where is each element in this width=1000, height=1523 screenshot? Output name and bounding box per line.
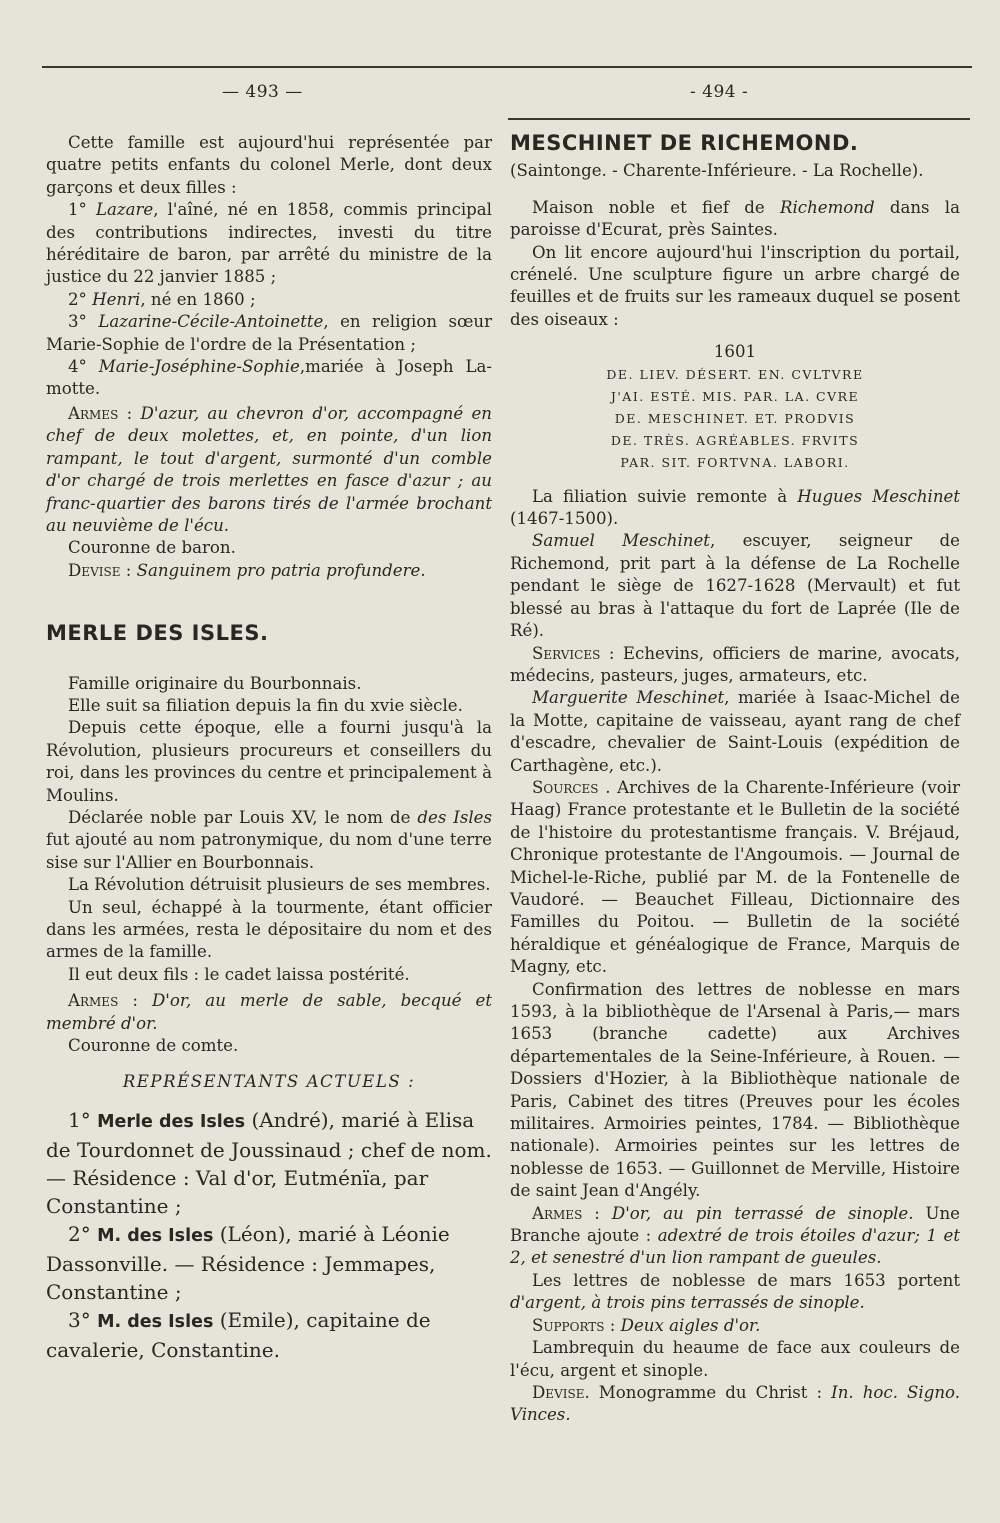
devise-label: Devise. [532, 1382, 599, 1402]
italic-run: Deux aigles d'or. [620, 1315, 761, 1335]
text-run: dans la paroisse d'Ecurat, près Saintes. [510, 197, 961, 240]
child-entry [46, 199, 492, 289]
child-entry [46, 311, 492, 356]
representant-text: (Léon), marié à Léonie Dassonville. — Résidence : Jemmapes, Constantine ; [46, 1221, 450, 1304]
italic-run: d'argent, à trois pins terrassés de sinople. [510, 1293, 865, 1313]
inscription-line: DE. TRÈS. AGRÉABLES. FRVITS [610, 432, 860, 448]
body-paragraph: Elle suit sa filiation depuis la fin du xvie siècle. [68, 695, 463, 715]
child-name: Lazare [95, 200, 154, 220]
entry-number: 2° [68, 1221, 91, 1246]
inscription-line: PAR. SIT. FORTVNA. LABORI. [620, 454, 850, 470]
text-run: Une Branche ajoute : [510, 1203, 960, 1246]
origin-line: (Saintonge. - Charente-Inférieure. - La Rochelle). [510, 161, 924, 181]
right-header-rule [508, 118, 970, 120]
inscription-intro: On lit encore aujourd'hui l'inscription du portail, crénelé. Une sculpture figure un arbre chargé de feuilles et de fruits sur les rameaux duquel se posent des oiseaux : [510, 242, 960, 329]
marguerite-paragraph [510, 687, 960, 777]
italic-run: In. hoc. Signo. Vinces. [510, 1382, 961, 1425]
text-run: , escuyer, seigneur de Richemond, prit part à la défense de La Rochelle pendant le siège de 1627-1628 (Mervault) et fut blessé au bras à l'attaque du fort de Laprée (Ile de Ré). [510, 531, 961, 641]
body-paragraph: Famille originaire du Bourbonnais. [68, 673, 362, 693]
entry-number: 1° [68, 1107, 91, 1132]
inscription-line: J'AI. ESTÉ. MIS. PAR. LA. CVRE [610, 388, 860, 404]
left-page-column [46, 132, 492, 1364]
representants-title: REPRÉSENTANTS ACTUELS : [122, 1072, 416, 1092]
armes-paragraph [510, 1203, 960, 1270]
child-text: , en religion sœur Marie-Sophie de l'ordre de la Présentation ; [46, 312, 493, 354]
armes-text: D'azur, au chevron d'or, accompagné en chef de deux molettes, et, en pointe, d'un lion rampant, le tout d'argent, surmonté d'un comble d'or chargé de trois merlettes en fasce d'azur ; au franc-quartier des barons tirés de l'armée brochant au neuvième de l'écu. [46, 403, 492, 535]
child-name: Marie-Joséphine-Sophie [98, 357, 300, 377]
page-number-right: - 494 - [690, 82, 749, 102]
confirmation-paragraph: Confirmation des lettres de noblesse en mars 1593, à la bibliothèque de l'Arsenal à Paris,— mars 1653 (branche cadette) aux Archives départementales de la Seine-Inférieure, à Rouen. — Dossiers d'Hozier, à la Bibliothèque nationale de Paris, Cabinet des titres (Preuves pour les écoles militaires. Armoiries peintes, 1784. — Bibliothèque nationale). Armoiries peintes sur les lettres de noblesse de 1653. — Guillonnet de Merville, Histoire de saint Jean d'Angély. [510, 979, 960, 1201]
body-paragraph: Il eut deux fils : le cadet laissa postérité. [68, 964, 410, 984]
supports-label: Supports : [532, 1315, 621, 1335]
text-run: Echevins, officiers de marine, avocats, médecins, pasteurs, juges, armateurs, etc. [510, 643, 960, 685]
child-name: Henri [92, 289, 141, 309]
lettres-paragraph [510, 1270, 960, 1315]
italic-run: Hugues Meschinet [797, 486, 960, 506]
italic-run: Richemond [779, 197, 875, 217]
entry-number: 3° [68, 1307, 91, 1332]
text-run: Monogramme du Christ : [598, 1382, 832, 1402]
armes-label: Armes : [68, 991, 152, 1011]
inscription-line: DE. LIEV. DÉSERT. EN. CVLTVRE [606, 366, 864, 382]
body-paragraph: La Révolution détruisit plusieurs de ses membres. [68, 875, 491, 895]
entry-number: 1° [68, 200, 87, 220]
right-page-column [510, 132, 960, 1427]
armes-label: Armes : [532, 1203, 612, 1223]
italic-run: Marguerite Meschinet [532, 688, 725, 708]
representant-text: (Emile), capitaine de cavalerie, Constantine. [46, 1307, 431, 1362]
sources-paragraph [510, 777, 960, 979]
text-run: Déclarée noble par Louis XV, le nom de [68, 807, 418, 827]
section-title-meschinet: MESCHINET DE RICHEMOND. [510, 131, 859, 155]
inscription-block [510, 341, 960, 473]
body-paragraph: Depuis cette époque, elle a fourni jusqu'à la Révolution, plusieurs procureurs et conseillers du roi, dans les provinces du centre et principalement à Moulins. [46, 718, 492, 805]
devise-paragraph [46, 560, 492, 582]
filiation-paragraph [510, 486, 960, 531]
representant-name: M. des Isles [97, 1311, 214, 1332]
section-title-merle: MERLE DES ISLES. [46, 621, 269, 646]
services-paragraph [510, 643, 960, 688]
italic-run: Samuel Meschinet [532, 531, 710, 551]
body-paragraph: Un seul, échappé à la tourmente, étant officier dans les armées, resta le dépositaire du nom et des armes de la famille. [46, 897, 492, 962]
supports-paragraph [510, 1315, 960, 1337]
declaree-paragraph [46, 807, 492, 874]
text-run: Maison noble et fief de [532, 197, 780, 217]
top-rule [42, 66, 972, 68]
devise-text: Sanguinem pro patria profundere. [136, 560, 426, 580]
child-text: ,mariée à Joseph La-motte. [46, 357, 492, 399]
representant-entry [46, 1106, 492, 1220]
couronne2-line: Couronne de comte. [68, 1036, 239, 1056]
child-name: Lazarine-Cécile-Antoinette [98, 312, 324, 332]
armes-text: D'or, au merle de sable, becqué et membré d'or. [46, 991, 492, 1033]
entry-number: 3° [68, 312, 87, 332]
lambrequin-paragraph: Lambrequin du heaume de face aux couleurs de l'écu, argent et sinople. [510, 1338, 960, 1380]
text-run: fut ajouté au nom patronymique, du nom d'une terre sise sur l'Allier en Bourbonnais. [46, 830, 492, 872]
italic-run: D'or, au pin terrassé de sinople. [611, 1203, 914, 1223]
armes-paragraph [46, 403, 492, 537]
text-run: Archives de la Charente-Inférieure (voir Haag) France protestante et le Bulletin de la société de l'histoire du protestantisme français. V. Bréjaud, Chronique protestante de l'Angoumois. — Journal de Michel-le-Riche, publié par M. de la Fontenelle de Vaudoré. — Beauchet Filleau, Dictionnaire des Familles du Poitou. — Bulletin de la société héraldique et généalogique de France, Marquis de Magny, etc. [510, 777, 961, 977]
samuel-paragraph [510, 530, 960, 642]
page-number-left: — 493 — [222, 82, 303, 102]
representant-text: (André), marié à Elisa de Tourdonnet de Joussinaud ; chef de nom. — Résidence : Val d'or, Eutménïa, par Constantine ; [46, 1107, 492, 1218]
sources-label: Sources . [532, 777, 618, 797]
child-entry [46, 289, 492, 311]
devise-label: Devise : [68, 560, 137, 580]
inscription-year: 1601 [713, 342, 757, 362]
child-text: , l'aîné, né en 1858, commis principal des contributions indirectes, investi du titre héréditaire de baron, par arrêté du ministre de la justice du 22 janvier 1885 ; [46, 200, 492, 287]
text-run: (1467-1500). [510, 509, 619, 529]
text-run: , mariée à Isaac-Michel de la Motte, capitaine de vaisseau, ayant rang de chef d'escadre, chevalier de Saint-Louis (expédition de Carthagène, etc.). [510, 688, 960, 775]
representant-entry [46, 1306, 492, 1364]
inscription-line: DE. MESCHINET. ET. PRODVIS [614, 410, 856, 426]
text-run: La filiation suivie remonte à [532, 486, 798, 506]
child-entry [46, 356, 492, 401]
entry-number: 4° [68, 357, 87, 377]
representant-entry [46, 1220, 492, 1306]
couronne-line: Couronne de baron. [68, 538, 236, 558]
italic-run: adextré de trois étoiles d'azur; 1 et 2, et senestré d'un lion rampant de gueules. [510, 1226, 960, 1268]
child-text: , né en 1860 ; [140, 289, 256, 309]
services-label: Services : [532, 643, 623, 663]
armes-label: Armes : [68, 403, 141, 423]
representant-name: M. des Isles [97, 1225, 214, 1246]
text-run: Les lettres de noblesse de mars 1653 portent [532, 1270, 960, 1290]
maison-paragraph [510, 197, 960, 242]
entry-number: 2° [68, 289, 87, 309]
armes2-paragraph [46, 990, 492, 1035]
devise-paragraph [510, 1382, 960, 1427]
italic-run: des Isles [417, 807, 492, 827]
intro-paragraph: Cette famille est aujourd'hui représentée par quatre petits enfants du colonel Merle, dont deux garçons et deux filles : [46, 133, 492, 197]
representant-name: Merle des Isles [97, 1111, 246, 1132]
